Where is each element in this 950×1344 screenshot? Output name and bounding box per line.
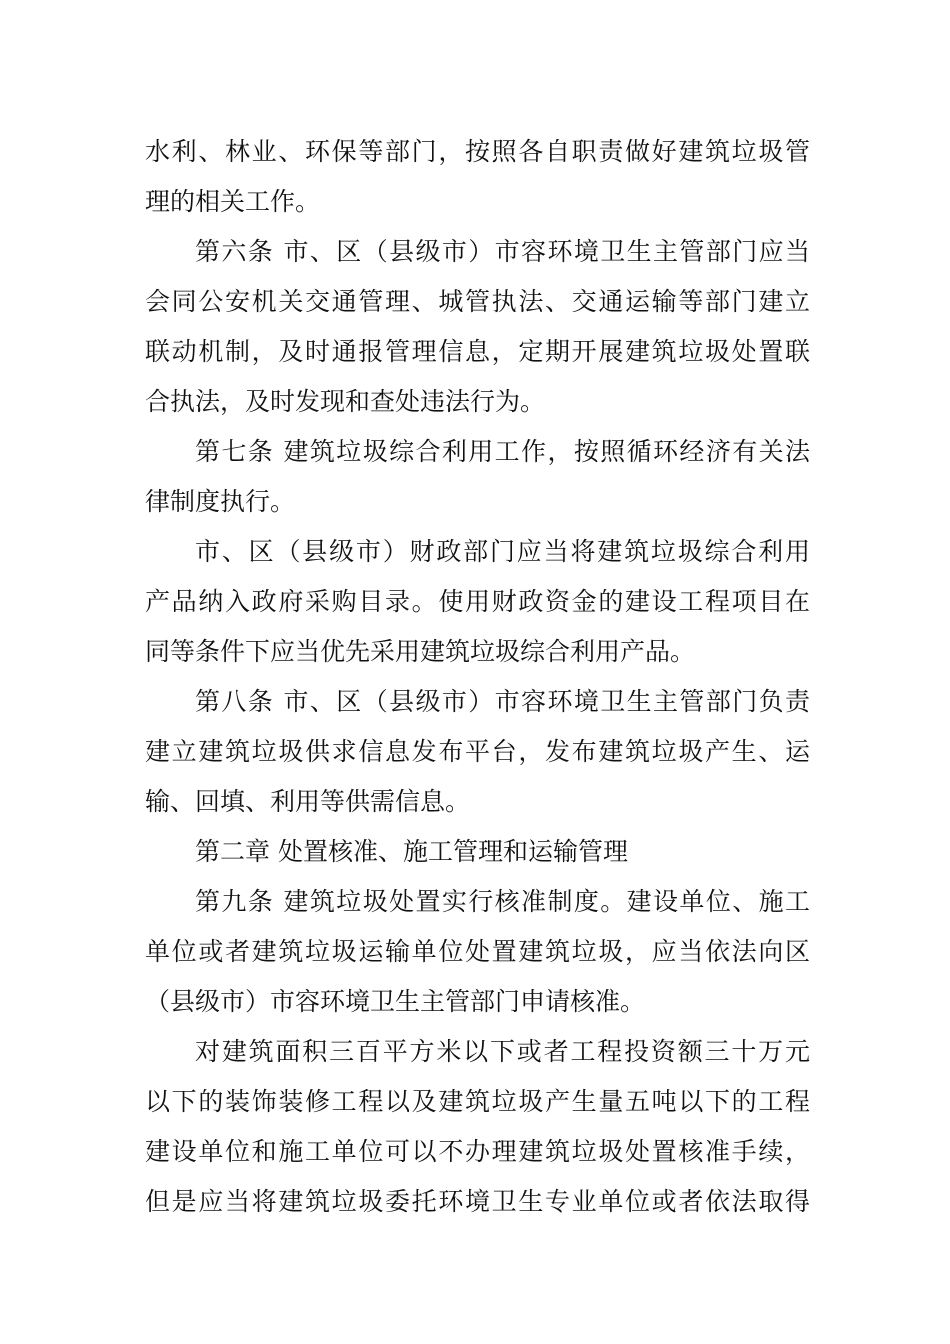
article-8-heading-line: 第八条 市、区（县级市）市容环境卫生主管部门负责 — [195, 687, 810, 716]
article-6-heading-line: 第六条 市、区（县级市）市容环境卫生主管部门应当 — [195, 237, 810, 266]
text-line: 水利、林业、环保等部门，按照各自职责做好建筑垃圾管 — [145, 137, 810, 166]
text-line: 同等条件下应当优先采用建筑垃圾综合利用产品。 — [145, 637, 696, 666]
text-line: 单位或者建筑垃圾运输单位处置建筑垃圾，应当依法向区 — [145, 937, 810, 966]
text-line: 会同公安机关交通管理、城管执法、交通运输等部门建立 — [145, 287, 810, 316]
text-line: 以下的装饰装修工程以及建筑垃圾产生量五吨以下的工程 — [145, 1087, 810, 1116]
article-9-heading-line: 第九条 建筑垃圾处置实行核准制度。建设单位、施工 — [195, 887, 810, 916]
text-line: 联动机制，及时通报管理信息，定期开展建筑垃圾处置联 — [145, 337, 810, 366]
text-line: 建设单位和施工单位可以不办理建筑垃圾处置核准手续， — [145, 1137, 810, 1166]
text-line: 产品纳入政府采购目录。使用财政资金的建设工程项目在 — [145, 587, 810, 616]
chapter-2-heading: 第二章 处置核准、施工管理和运输管理 — [195, 837, 628, 866]
text-line: （县级市）市容环境卫生主管部门申请核准。 — [145, 987, 646, 1016]
text-line: 合执法，及时发现和查处违法行为。 — [145, 387, 546, 416]
text-line: 对建筑面积三百平方米以下或者工程投资额三十万元 — [195, 1037, 810, 1066]
article-7-heading-line: 第七条 建筑垃圾综合利用工作，按照循环经济有关法 — [195, 437, 810, 466]
text-line: 市、区（县级市）财政部门应当将建筑垃圾综合利用 — [195, 537, 810, 566]
text-line: 输、回填、利用等供需信息。 — [145, 787, 471, 816]
text-line: 律制度执行。 — [145, 487, 296, 516]
document-body — [145, 127, 810, 1227]
text-line: 但是应当将建筑垃圾委托环境卫生专业单位或者依法取得 — [145, 1187, 810, 1216]
text-line: 理的相关工作。 — [145, 187, 321, 216]
text-line: 建立建筑垃圾供求信息发布平台，发布建筑垃圾产生、运 — [145, 737, 810, 766]
